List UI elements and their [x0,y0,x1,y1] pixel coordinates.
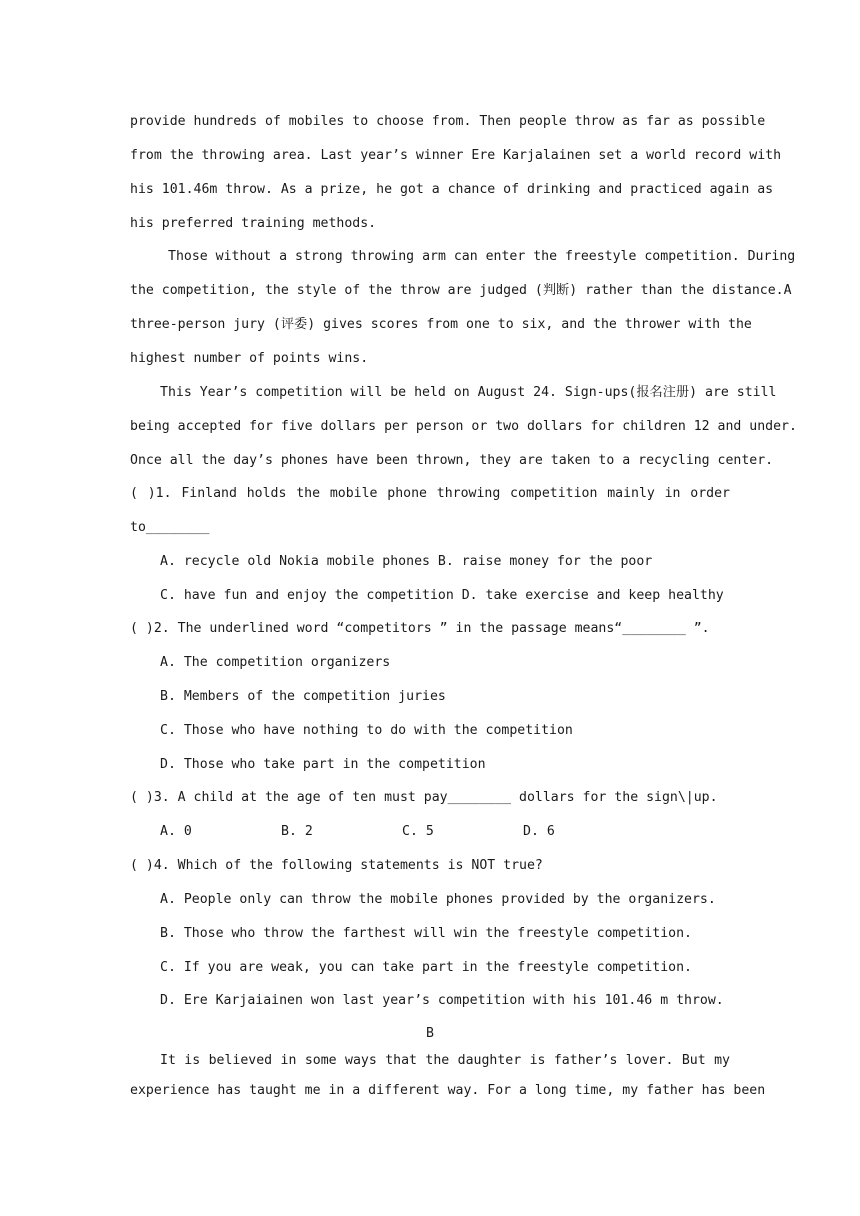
question-3-option-b: B. 2 [281,824,313,839]
question-3-option-c: C. 5 [402,824,434,839]
question-4-stem: ( )4. Which of the following statements is NOT true? [130,858,543,873]
question-4-option-d: D. Ere Karjaiainen won last year’s competition with his 101.46 m throw. [160,993,724,1008]
section-b-line: It is believed in some ways that the daughter is father’s lover. But my [160,1053,730,1068]
passage-line: Those without a strong throwing arm can enter the freestyle competition. During [168,249,796,264]
question-3-stem: ( )3. A child at the age of ten must pay________ dollars for the sign\|up. [130,790,718,805]
question-2-option-a: A. The competition organizers [160,655,391,670]
question-4-option-a: A. People only can throw the mobile phones provided by the organizers. [160,892,716,907]
question-1-options-ab: A. recycle old Nokia mobile phones B. raise money for the poor [160,554,653,569]
passage-line: This Year’s competition will be held on August 24. Sign-ups(报名注册) are still [160,385,777,400]
passage-line: from the throwing area. Last year’s winner Ere Karjalainen set a world record with [130,148,782,163]
passage-line: provide hundreds of mobiles to choose from. Then people throw as far as possible [130,114,766,129]
question-3-options [160,823,730,841]
question-4-option-c: C. If you are weak, you can take part in the freestyle competition. [160,960,692,975]
section-b-heading: B [426,1026,434,1041]
section-b-line: experience has taught me in a different way. For a long time, my father has been [130,1083,766,1098]
question-2-stem: ( )2. The underlined word “competitors ” in the passage means“________ ”. [130,621,710,636]
passage-line: his preferred training methods. [130,216,377,231]
passage-line: the competition, the style of the throw are judged (判断) rather than the distance.A [130,283,792,298]
passage-line: three-person jury (评委) gives scores from one to six, and the thrower with the [130,317,752,332]
question-4-option-b: B. Those who throw the farthest will win the freestyle competition. [160,926,692,941]
question-1-options-cd: C. have fun and enjoy the competition D. take exercise and keep healthy [160,588,724,603]
passage-line: highest number of points wins. [130,351,369,366]
question-1-stem: ( )1. Finland holds the mobile phone throwing competition mainly in order [130,486,730,501]
question-3-option-d: D. 6 [523,824,555,839]
question-2-option-d: D. Those who take part in the competition [160,757,486,772]
question-3-option-a: A. 0 [160,824,192,839]
passage-line: being accepted for five dollars per person or two dollars for children 12 and under. [130,419,797,434]
question-1-stem-cont: to________ [130,520,210,535]
question-2-option-c: C. Those who have nothing to do with the competition [160,723,573,738]
question-2-option-b: B. Members of the competition juries [160,689,446,704]
passage-line: Once all the day’s phones have been thrown, they are taken to a recycling center. [130,453,774,468]
passage-line: his 101.46m throw. As a prize, he got a chance of drinking and practiced again as [130,182,774,197]
